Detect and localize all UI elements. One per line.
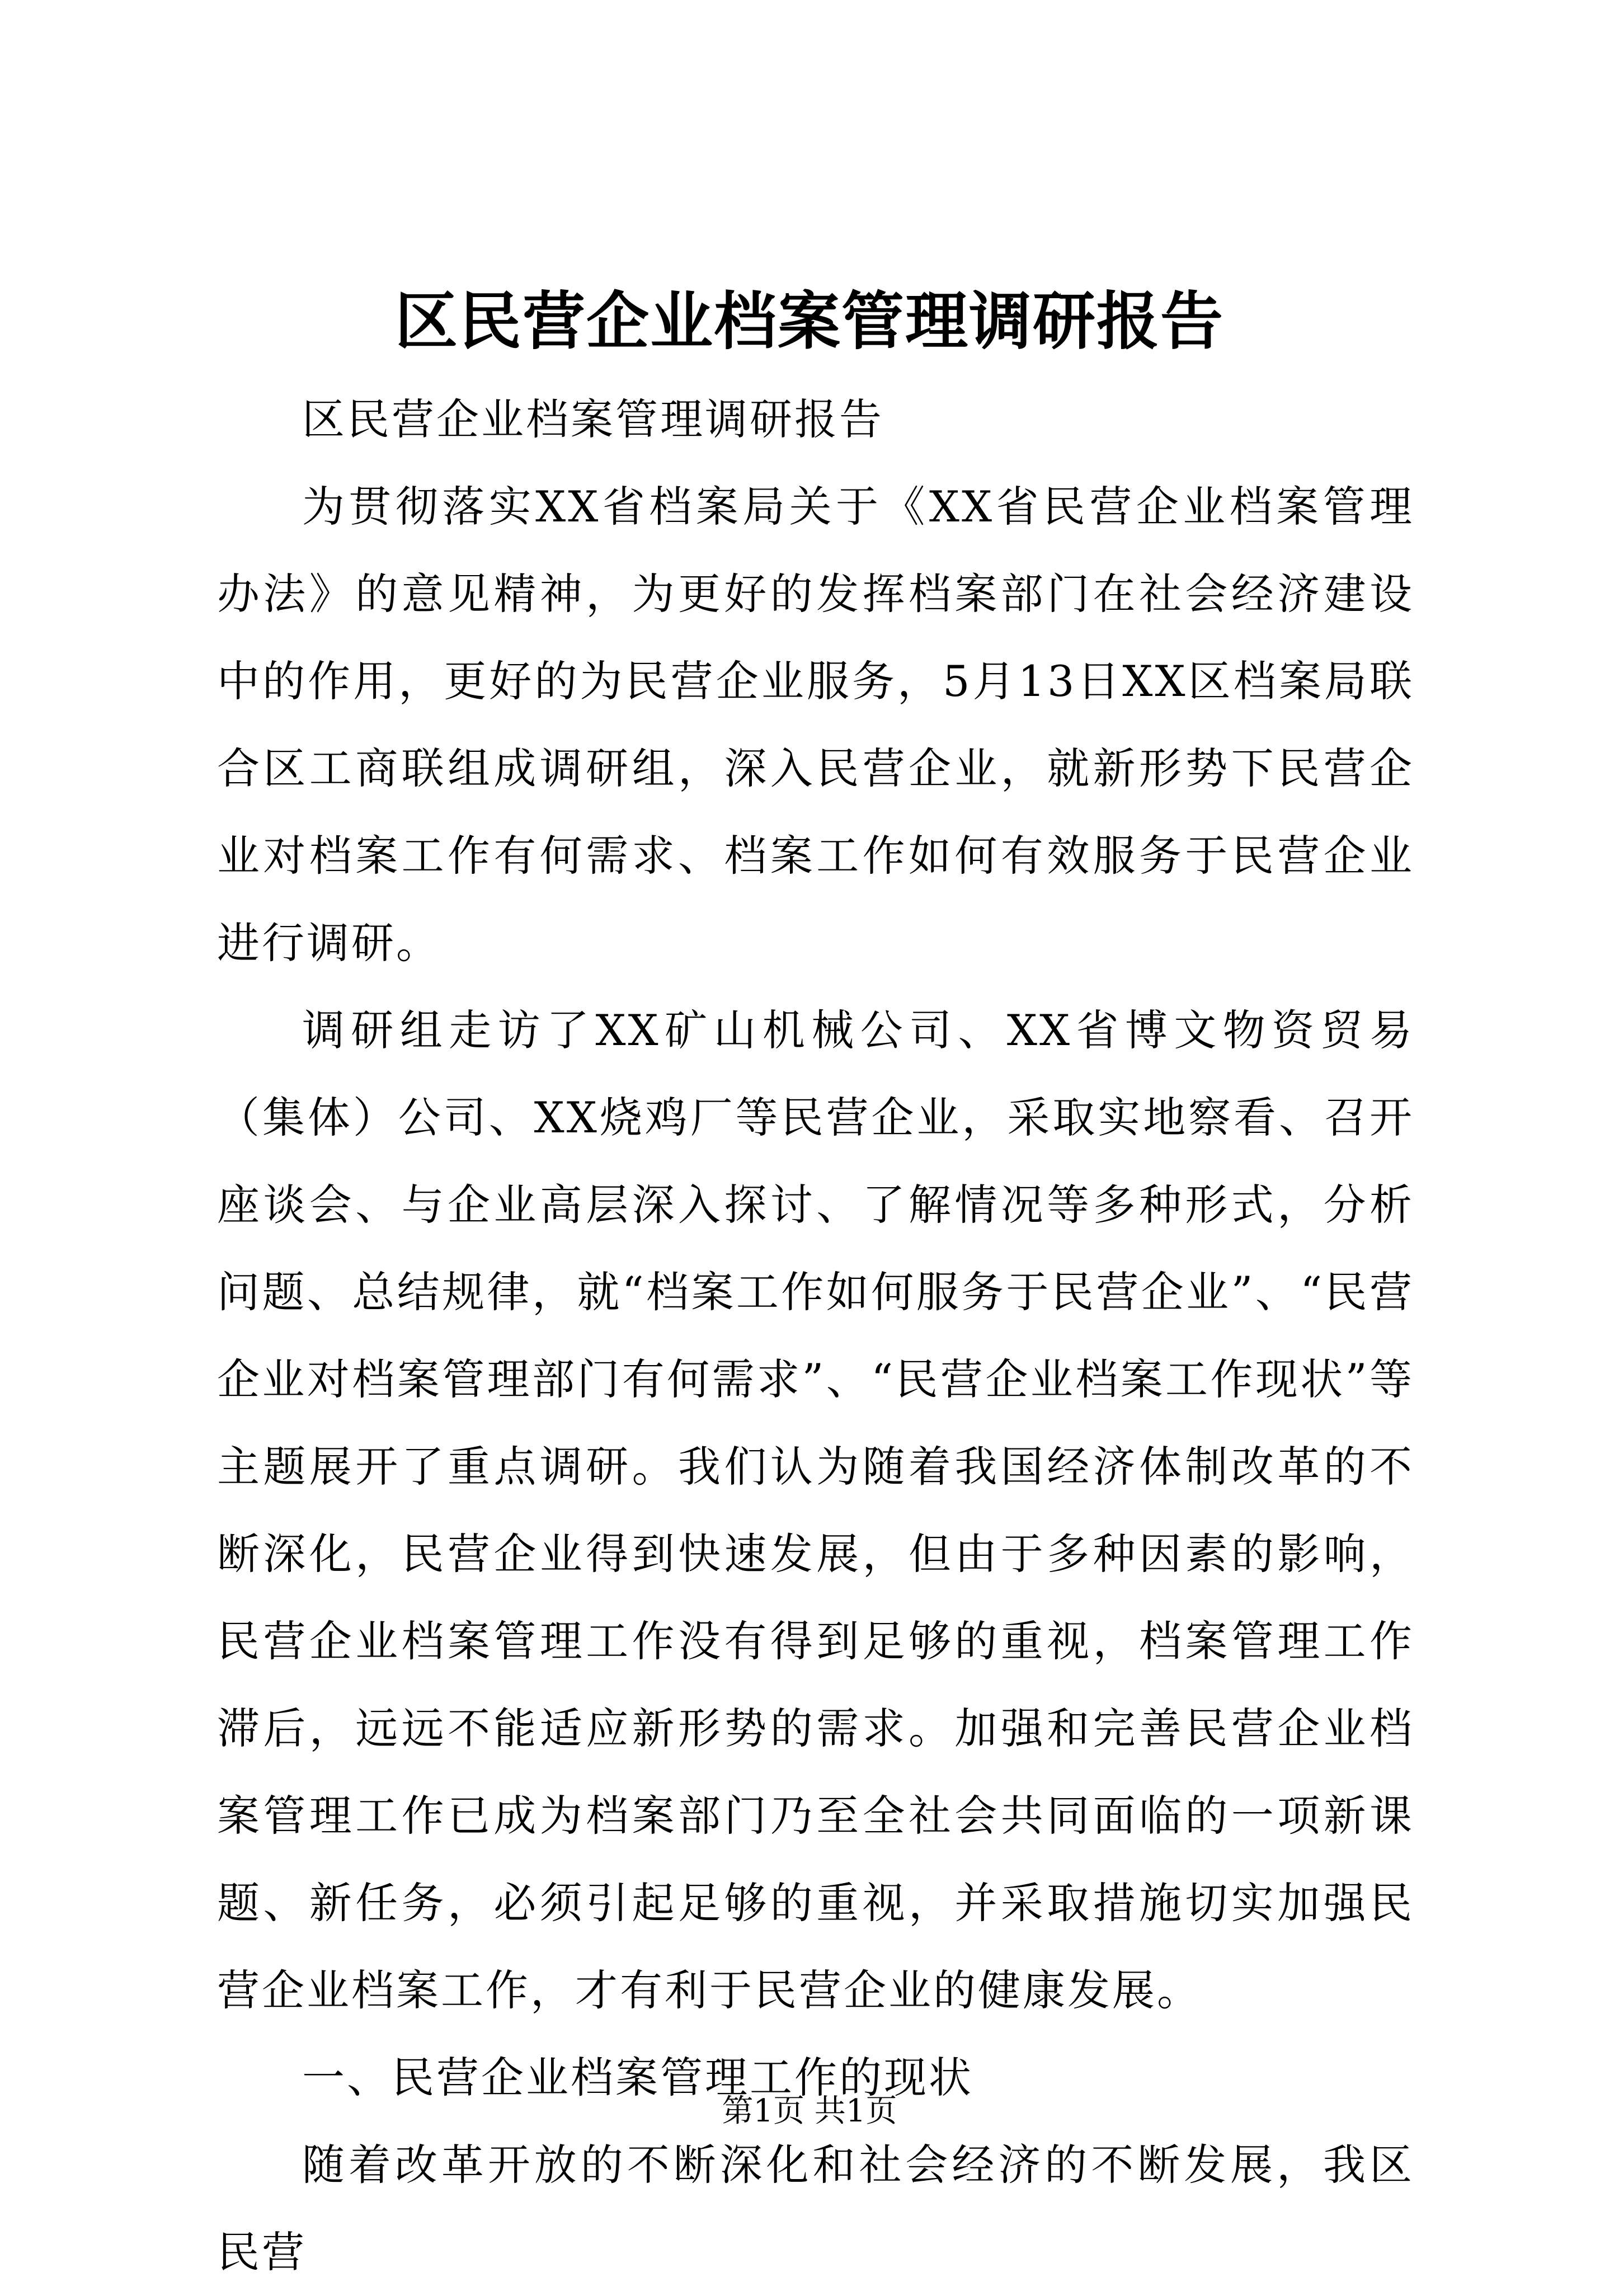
document-title: 区民营企业档案管理调研报告 <box>395 285 1224 358</box>
document-body <box>217 376 1414 2296</box>
paragraph-status: 随着改革开放的不断深化和社会经济的不断发展，我区民营 <box>217 2140 1414 2277</box>
page-footer: 第1页 共1页 <box>722 2093 897 2129</box>
paragraph-intro: 为贯彻落实XX省档案局关于《XX省民营企业档案管理办法》的意见精神，为更好的发挥档案部门在社会经济建设中的作用，更好的为民营企业服务，5月13日XX区档案局联合区工商联组成调研组，深入民营企业，就新形势下民营企业对档案工作有何需求、档案工作如何有效服务于民营企业进行调研。 <box>217 482 1414 968</box>
section-heading: 一、民营企业档案管理工作的现状 <box>302 2053 973 2102</box>
paragraph-subtitle: 区民营企业档案管理调研报告 <box>302 394 884 444</box>
paragraph-research: 调研组走访了XX矿山机械公司、XX省博文物资贸易（集体）公司、XX烧鸡厂等民营企业，采取实地察看、召开座谈会、与企业高层深入探讨、了解情况等多种形式，分析问题、总结规律，就“档案工作如何服务于民营企业”、“民营企业对档案管理部门有何需求”、“民营企业档案工作现状”等主题展开了重点调研。我们认为随着我国经济体制改革的不断深化，民营企业得到快速发展，但由于多种因素的影响，民营企业档案管理工作没有得到足够的重视，档案管理工作滞后，远远不能适应新形势的需求。加强和完善民营企业档案管理工作已成为档案部门乃至全社会共同面临的一项新课题、新任务，必须引起足够的重视，并采取措施切实加强民营企业档案工作，才有利于民营企业的健康发展。 <box>217 1005 1414 2015</box>
